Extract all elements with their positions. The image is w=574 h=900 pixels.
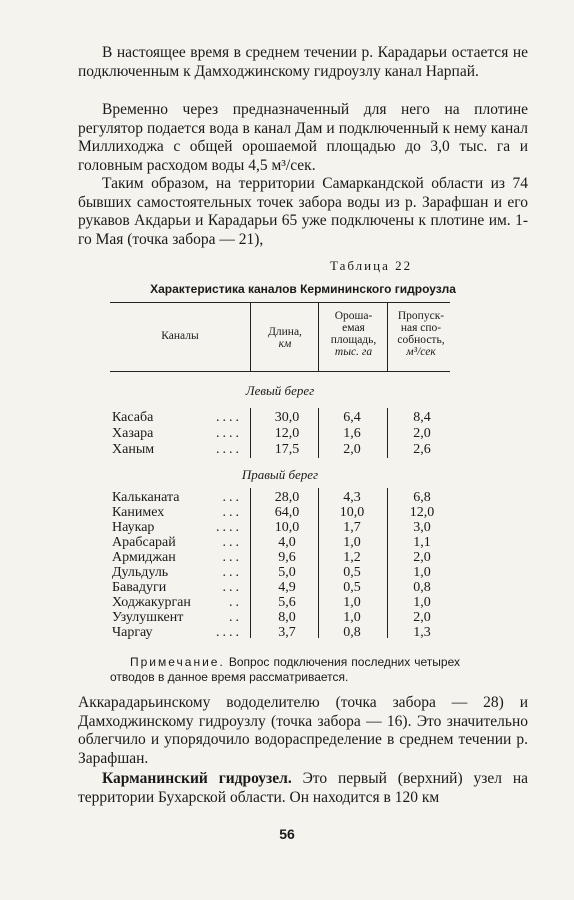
row-area: 0,5	[343, 565, 361, 580]
header-area	[320, 310, 387, 358]
header-divider-3	[387, 302, 388, 371]
row-capacity: 0,8	[413, 580, 431, 595]
table-note	[110, 655, 460, 685]
row-area: 1,0	[343, 610, 361, 625]
row-leader: ....	[216, 442, 242, 457]
row-name: Кальканата	[112, 490, 180, 505]
header-area-unit: тыс. га	[334, 346, 373, 358]
paragraph-4: Аккарадарьинскому вододелителю (точка забора — 28) и Дамходжинскому гидроузлу (точка забора — 16). Это значительно облегчило и упорядочило водораспределение в среднем течении р. Зарафшан.	[78, 694, 528, 767]
row-area: 0,8	[343, 625, 361, 640]
row-leader: ...	[222, 490, 242, 505]
table-row	[0, 426, 574, 442]
row-area: 4,3	[343, 490, 361, 505]
row-capacity: 12,0	[409, 505, 435, 520]
row-length: 30,0	[274, 410, 300, 425]
header-canals: Каналы	[161, 330, 199, 342]
header-area-text: Ороша- емая площадь,	[330, 310, 377, 346]
header-length-text: Длина,	[268, 326, 302, 338]
table-row	[0, 565, 574, 581]
table-row	[0, 410, 574, 426]
row-name: Узулушкент	[112, 610, 184, 625]
body-divider-1b	[250, 488, 251, 638]
paragraph-3	[78, 175, 528, 249]
paragraph-2-text: Временно через предназначенный для него на плотине регулятор подается вода в канал Дам и подключенный к нему канал Миллиходжа с общей орошаемой площадью до 3,0 тыс. га и головным расходом воды 4,5 м³/сек.	[78, 101, 528, 174]
row-capacity: 1,3	[413, 625, 431, 640]
body-divider-1a	[250, 408, 251, 458]
header-capacity	[389, 310, 453, 358]
row-area: 1,6	[343, 426, 361, 441]
row-name: Хазара	[112, 426, 154, 441]
row-area: 1,2	[343, 550, 361, 565]
row-length: 3,7	[278, 625, 296, 640]
row-capacity: 6,8	[413, 490, 431, 505]
row-capacity: 3,0	[413, 520, 431, 535]
row-length: 9,6	[278, 550, 296, 565]
row-capacity: 2,6	[413, 442, 431, 457]
body-divider-3a	[387, 408, 388, 458]
row-length: 5,0	[278, 565, 296, 580]
row-length: 64,0	[274, 505, 300, 520]
header-length-unit: км	[278, 338, 292, 350]
row-name: Касаба	[112, 410, 154, 425]
note-text: Вопрос подключения последних четырех отводов в данное время рассматривается.	[110, 655, 460, 684]
table-label: Таблица 22	[330, 258, 413, 273]
section-heading: Карманинский гидроузел.	[102, 770, 292, 787]
row-capacity: 8,4	[413, 410, 431, 425]
body-divider-3b	[387, 488, 388, 638]
header-capacity-unit: м³/сек	[406, 346, 436, 358]
header-length	[252, 326, 318, 350]
table-row	[0, 520, 574, 536]
table-row	[0, 595, 574, 611]
row-area: 1,0	[343, 595, 361, 610]
row-name: Наукар	[112, 520, 155, 535]
row-capacity: 2,0	[413, 426, 431, 441]
row-leader: ..	[229, 595, 242, 610]
row-leader: ...	[222, 550, 242, 565]
row-area: 2,0	[343, 442, 361, 457]
row-area: 1,0	[343, 535, 361, 550]
row-length: 8,0	[278, 610, 296, 625]
row-name: Арабсарай	[112, 535, 176, 550]
note-label: Примечание.	[130, 655, 225, 669]
row-name: Бавадуги	[112, 580, 167, 595]
table-row	[0, 550, 574, 566]
row-capacity: 2,0	[413, 610, 431, 625]
section-right-bank: Правый берег	[241, 467, 319, 482]
row-name: Армиджан	[112, 550, 176, 565]
header-capacity-text: Пропуск- ная спо- собность,	[397, 310, 445, 346]
table-row	[0, 535, 574, 551]
row-leader: ....	[216, 625, 242, 640]
table-row	[0, 442, 574, 458]
row-leader: ...	[222, 505, 242, 520]
row-leader: ....	[216, 426, 242, 441]
row-capacity: 1,0	[413, 565, 431, 580]
row-area: 1,7	[343, 520, 361, 535]
body-divider-2a	[318, 408, 319, 458]
row-area: 0,5	[343, 580, 361, 595]
paragraph-1-text: В настоящее время в среднем течении р. Карадарьи остается не подключенным к Дамходжинскому гидроузлу канал Нарпай.	[78, 44, 528, 80]
row-length: 4,0	[278, 535, 296, 550]
table-header-rule	[110, 371, 450, 372]
row-name: Ханым	[112, 442, 155, 457]
row-length: 17,5	[274, 442, 300, 457]
row-leader: ....	[216, 520, 242, 535]
row-name: Ходжакурган	[112, 595, 191, 610]
row-length: 4,9	[278, 580, 296, 595]
row-leader: ....	[216, 410, 242, 425]
paragraph-3-text: Таким образом, на территории Самаркандской области из 74 бывших самостоятельных точек забора воды из р. Зарафшан и его рукавов Акдарьи и Карадарьи 65 уже подключены к плотине им. 1-го Мая (точка забора — 21),	[78, 175, 528, 248]
page-number: 56	[279, 826, 295, 842]
paragraph-1	[78, 44, 528, 81]
row-name: Канимех	[112, 505, 165, 520]
header-divider-2	[318, 302, 319, 371]
row-leader: ...	[222, 580, 242, 595]
table-row	[0, 490, 574, 506]
table-row	[0, 580, 574, 596]
row-capacity: 1,1	[413, 535, 431, 550]
table-row	[0, 610, 574, 626]
section-left-bank: Левый берег	[245, 383, 315, 398]
row-area: 6,4	[343, 410, 361, 425]
row-length: 12,0	[274, 426, 300, 441]
row-leader: ...	[222, 535, 242, 550]
row-length: 28,0	[274, 490, 300, 505]
table-row	[0, 505, 574, 521]
row-name: Чаргау	[112, 625, 153, 640]
table-row	[0, 625, 574, 641]
table-top-rule	[110, 302, 450, 303]
row-capacity: 1,0	[413, 595, 431, 610]
row-leader: ..	[229, 610, 242, 625]
row-length: 10,0	[274, 520, 300, 535]
table-title: Характеристика каналов Кермининского гидроузла	[150, 282, 456, 296]
paragraph-5-text: Это первый (верхний) узел на территории Бухарской области. Он находится в 120 км	[78, 770, 528, 806]
row-name: Дульдуль	[112, 565, 169, 580]
row-area: 10,0	[339, 505, 365, 520]
row-capacity: 2,0	[413, 550, 431, 565]
body-divider-2b	[318, 488, 319, 638]
row-length: 5,6	[278, 595, 296, 610]
paragraph-5	[78, 770, 528, 807]
paragraph-2	[78, 101, 528, 175]
header-divider-1	[250, 302, 251, 371]
row-leader: ...	[222, 565, 242, 580]
